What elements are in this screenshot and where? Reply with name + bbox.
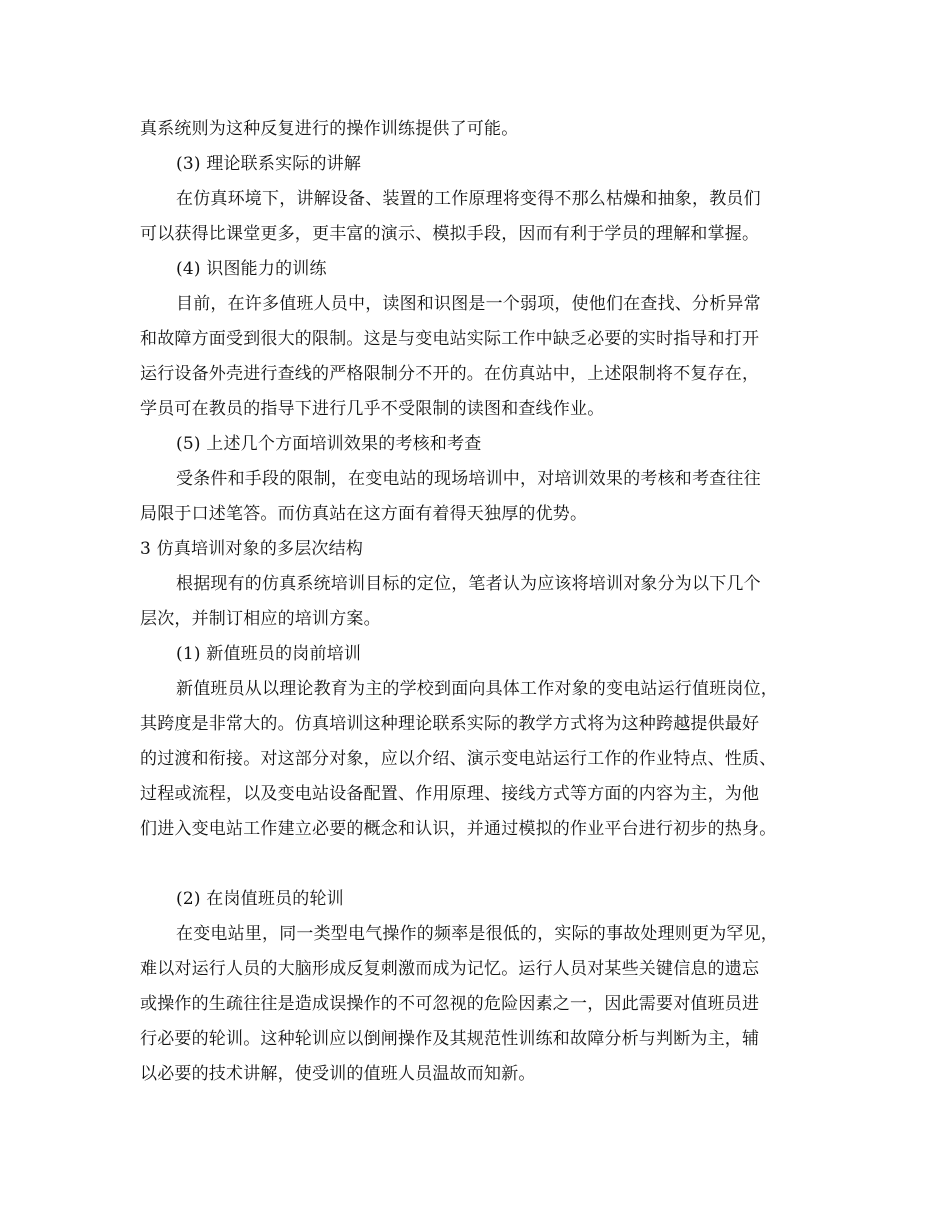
document-body — [140, 112, 820, 1092]
text-line: 的过渡和衔接。对这部分对象，应以介绍、演示变电站运行工作的作业特点、性质、 — [140, 749, 777, 769]
text-line: 在变电站里，同一类型电气操作的频率是很低的，实际的事故处理则更为罕见， — [176, 924, 778, 944]
blank-line — [140, 847, 820, 882]
section-heading: (4) 识图能力的训练 — [176, 259, 327, 279]
text-line: 其跨度是非常大的。仿真培训这种理论联系实际的教学方式将为这种跨越提供最好 — [140, 714, 760, 734]
text-line: 运行设备外壳进行查线的严格限制分不开的。在仿真站中，上述限制将不复存在， — [140, 364, 760, 384]
text-line: 可以获得比课堂更多，更丰富的演示、模拟手段，因而有利于学员的理解和掌握。 — [140, 224, 760, 244]
text-line: 新值班员从以理论教育为主的学校到面向具体工作对象的变电站运行值班岗位， — [176, 679, 778, 699]
chapter-heading: 3 仿真培训对象的多层次结构 — [140, 539, 364, 559]
text-line: 层次，并制订相应的培训方案。 — [140, 609, 381, 629]
text-line: 局限于口述笔答。而仿真站在这方面有着得天独厚的优势。 — [140, 504, 588, 524]
text-line: 根据现有的仿真系统培训目标的定位，笔者认为应该将培训对象分为以下几个 — [176, 574, 761, 594]
section-heading: (1) 新值班员的岗前培训 — [176, 644, 362, 664]
text-line: 过程或流程，以及变电站设备配置、作用原理、接线方式等方面的内容为主，为他 — [140, 784, 760, 804]
text-line: 难以对运行人员的大脑形成反复刺激而成为记忆。运行人员对某些关键信息的遗忘 — [140, 959, 760, 979]
text-line: 们进入变电站工作建立必要的概念和认识，并通过模拟的作业平台进行初步的热身。 — [140, 819, 777, 839]
text-line: 目前，在许多值班人员中，读图和识图是一个弱项，使他们在查找、分析异常 — [176, 294, 761, 314]
text-line: 真系统则为这种反复进行的操作训练提供了可能。 — [140, 119, 519, 139]
text-line: 或操作的生疏往往是造成误操作的不可忽视的危险因素之一，因此需要对值班员进 — [140, 994, 760, 1014]
section-heading: (2) 在岗值班员的轮训 — [176, 889, 344, 909]
section-heading: (5) 上述几个方面培训效果的考核和考查 — [176, 434, 482, 454]
section-heading: (3) 理论联系实际的讲解 — [176, 154, 362, 174]
text-line: 在仿真环境下，讲解设备、装置的工作原理将变得不那么枯燥和抽象，教员们 — [176, 189, 761, 209]
text-line: 学员可在教员的指导下进行几乎不受限制的读图和查线作业。 — [140, 399, 605, 419]
text-line: 以必要的技术讲解，使受训的值班人员温故而知新。 — [140, 1064, 536, 1084]
text-line: 行必要的轮训。这种轮训应以倒闸操作及其规范性训练和故障分析与判断为主，辅 — [140, 1029, 760, 1049]
text-line: 和故障方面受到很大的限制。这是与变电站实际工作中缺乏必要的实时指导和打开 — [140, 329, 760, 349]
text-line: 受条件和手段的限制，在变电站的现场培训中，对培训效果的考核和考查往往 — [176, 469, 761, 489]
